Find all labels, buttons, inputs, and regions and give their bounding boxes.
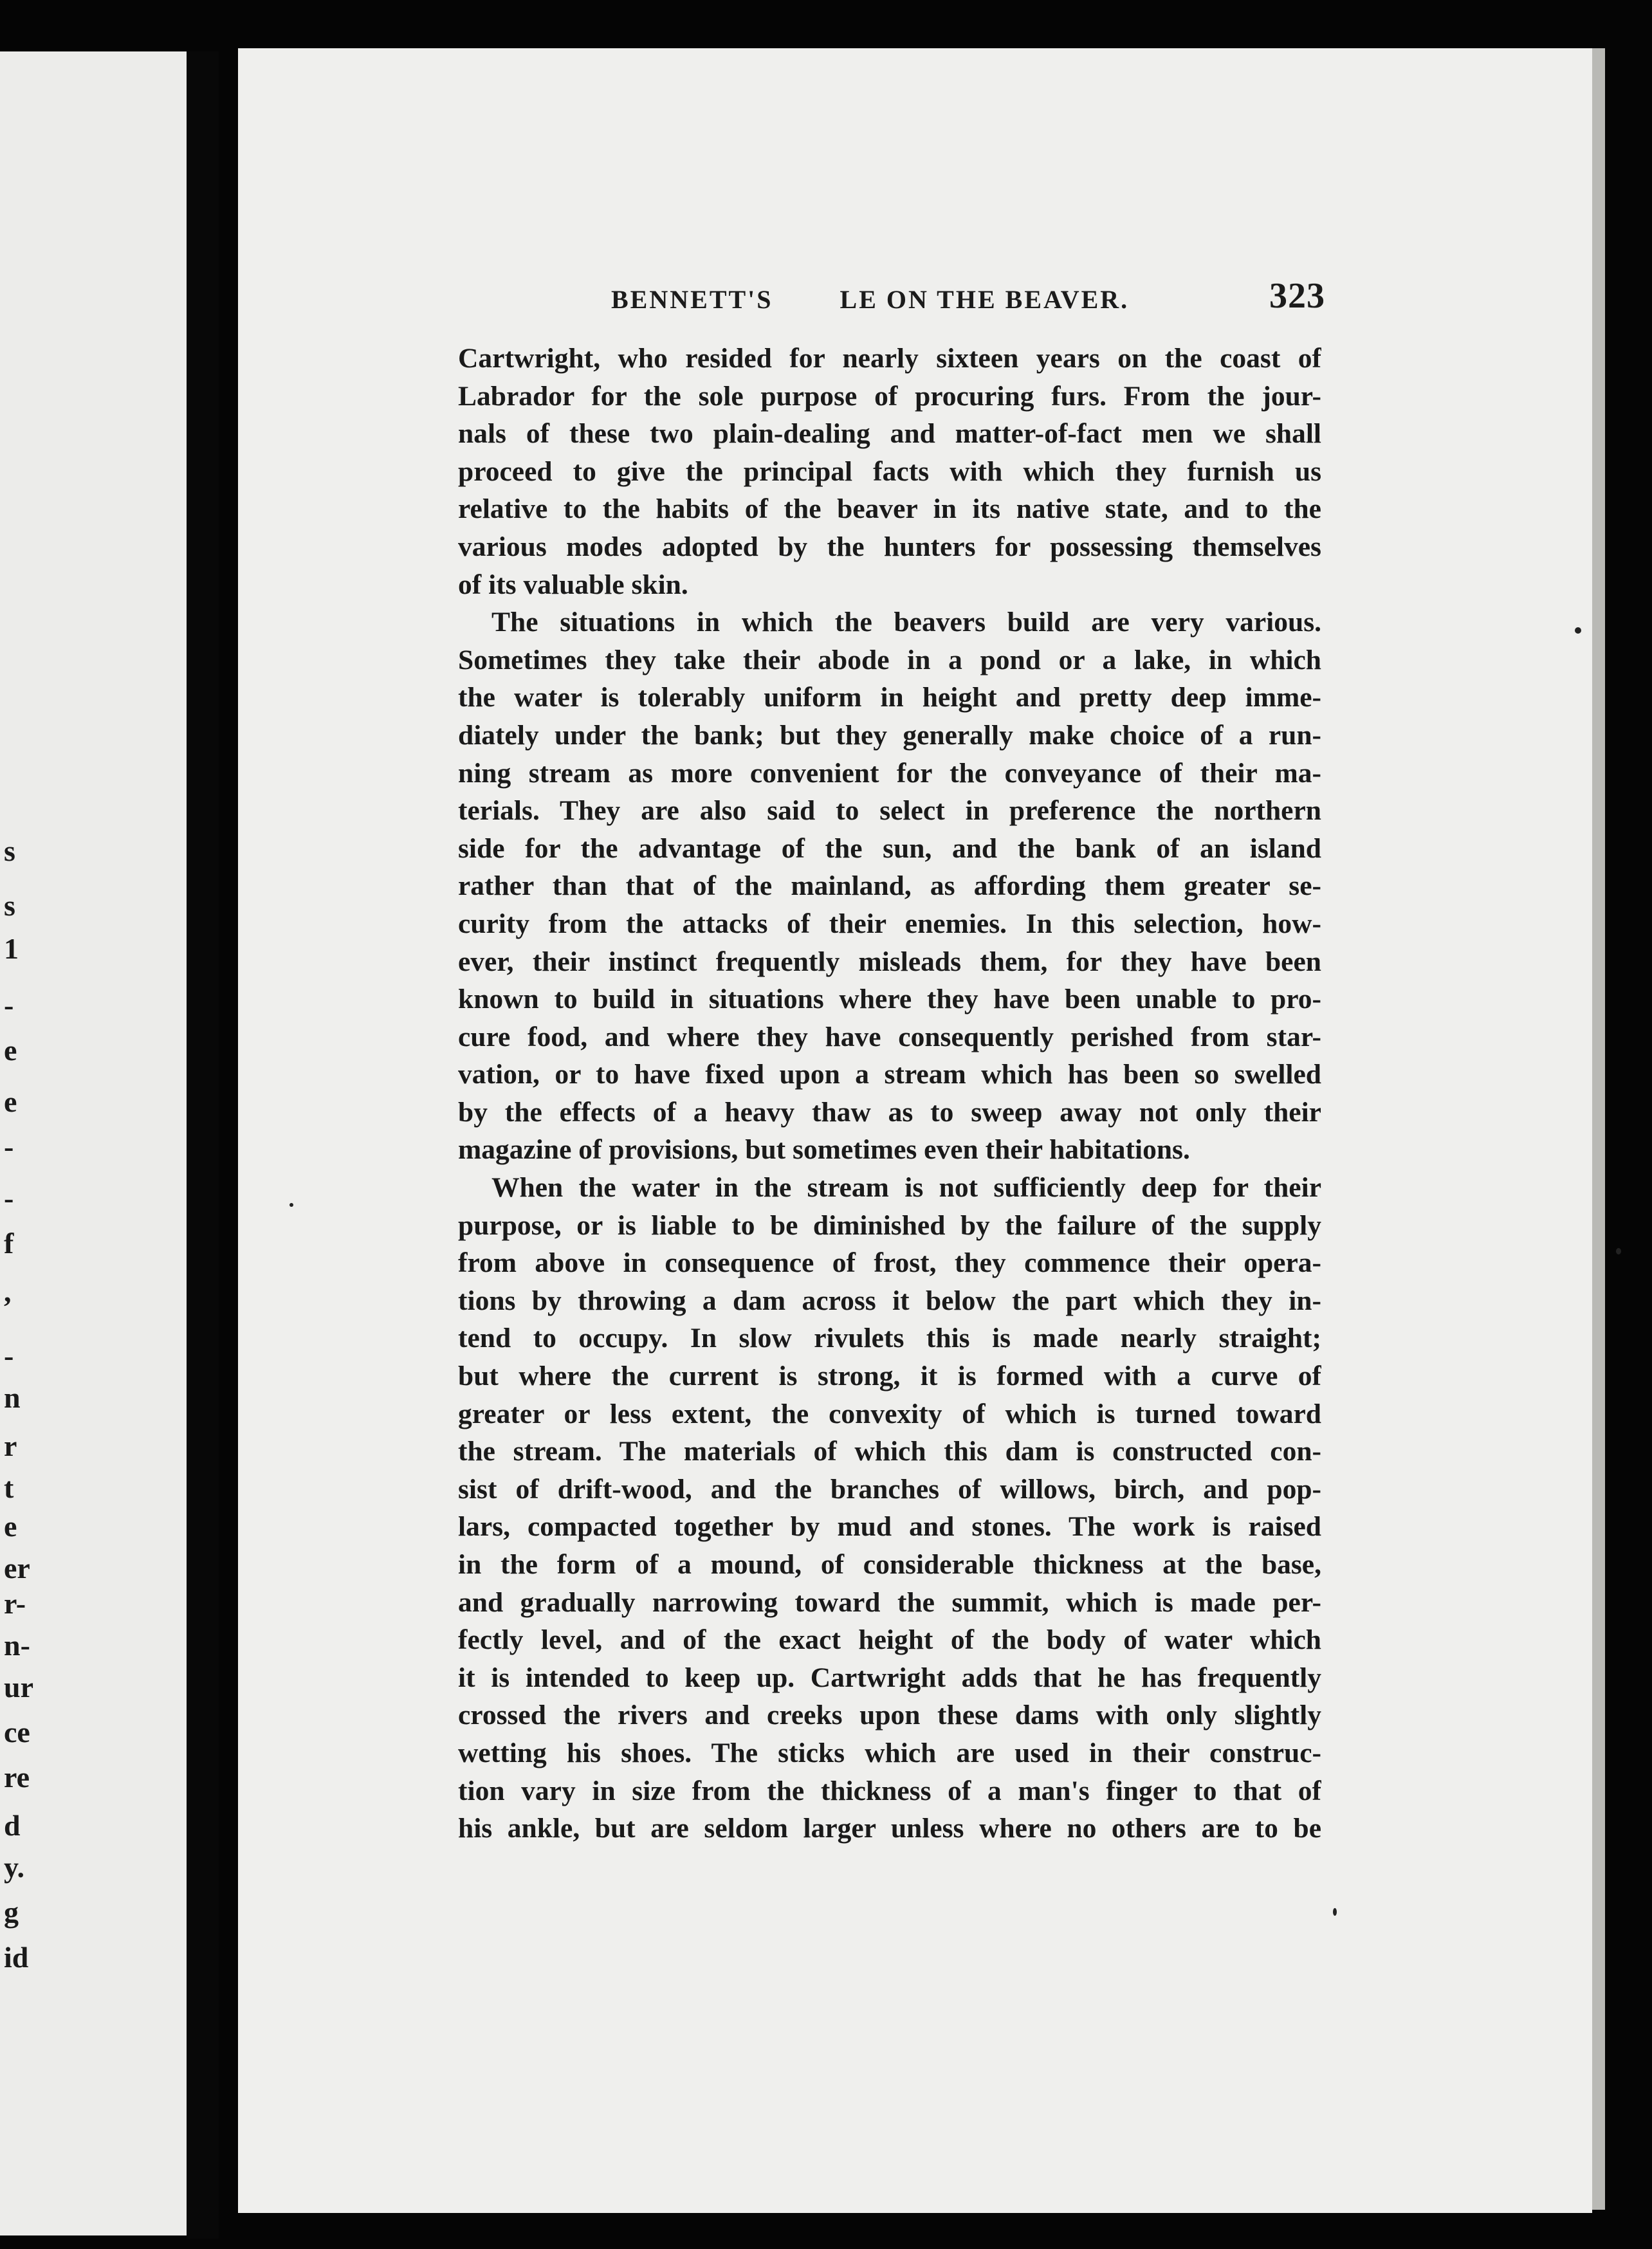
text-line: sist of drift-wood, and the branches of willows, birch, and pop- <box>458 1473 1321 1505</box>
previous-page-fragment: t <box>4 1471 14 1504</box>
text-line: it is intended to keep up. Cartwright adds that he has frequently <box>458 1662 1321 1693</box>
text-line: wetting his shoes. The sticks which are used in their construc- <box>458 1737 1321 1768</box>
previous-page-fragment: s <box>4 889 15 922</box>
previous-page-fragment: - <box>4 1182 14 1215</box>
text-line: curity from the attacks of their enemies. In this selection, how- <box>458 908 1321 939</box>
text-line: Sometimes they take their abode in a pond or a lake, in which <box>458 644 1321 675</box>
text-line: crossed the rivers and creeks upon these dams with only slightly <box>458 1700 1321 1731</box>
text-line: vation, or to have fixed upon a stream which has been so swelled <box>458 1059 1321 1090</box>
text-line: in the form of a mound, of considerable thickness at the base, <box>458 1549 1321 1580</box>
running-header <box>367 275 1325 320</box>
previous-page-fragment: d <box>4 1809 21 1842</box>
previous-page-fragment: , <box>4 1275 12 1308</box>
page-edge <box>1592 48 1605 2210</box>
text-line: his ankle, but are seldom larger unless where no others are to be <box>458 1813 1321 1844</box>
text-line: but where the current is strong, it is formed with a curve of <box>458 1361 1321 1392</box>
paragraph <box>458 603 1321 1169</box>
text-line: magazine of provisions, but sometimes even their habitations. <box>458 1134 1190 1166</box>
previous-page-fragment: r <box>4 1429 17 1462</box>
text-line: rather than that of the mainland, as affording them greater se- <box>458 870 1321 902</box>
text-line: relative to the habits of the beaver in its native state, and to the <box>458 493 1321 525</box>
text-line: by the effects of a heavy thaw as to sweep away not only their <box>458 1096 1321 1128</box>
previous-page-fragment: ur <box>4 1671 33 1703</box>
previous-page-text-fragments <box>0 51 39 2235</box>
previous-page-fragment: - <box>4 989 14 1022</box>
text-line: fectly level, and of the exact height of the body of water which <box>458 1624 1321 1656</box>
text-line: from above in consequence of frost, they commence their opera- <box>458 1247 1321 1279</box>
paragraph <box>458 340 1321 603</box>
previous-page-fragment: f <box>4 1227 14 1260</box>
text-line: side for the advantage of the sun, and the bank of an island <box>458 832 1321 864</box>
text-line: known to build in situations where they have been unable to pro- <box>458 984 1321 1015</box>
previous-page-strip <box>0 51 190 2235</box>
text-line: Labrador for the sole purpose of procuring furs. From the jour- <box>458 380 1321 412</box>
text-line: various modes adopted by the hunters for possessing themselves <box>458 531 1321 562</box>
previous-page-fragment: e <box>4 1510 17 1543</box>
previous-page-fragment: n- <box>4 1629 30 1662</box>
text-line: of its valuable skin. <box>458 569 688 600</box>
text-line: nals of these two plain-dealing and matter-of-fact men we shall <box>458 418 1321 450</box>
previous-page-fragment: n <box>4 1381 21 1414</box>
text-line: greater or less extent, the convexity of which is turned toward <box>458 1398 1321 1429</box>
scan-speck <box>289 1203 293 1207</box>
previous-page-fragment: r- <box>4 1587 26 1620</box>
text-line: ever, their instinct frequently misleads them, for they have been <box>458 946 1321 977</box>
page-body <box>458 340 1321 1848</box>
book-gutter <box>187 51 219 2239</box>
text-line: proceed to give the principal facts with which they furnish us <box>458 455 1321 487</box>
text-line: ning stream as more convenient for the conveyance of their ma- <box>458 757 1321 789</box>
previous-page-fragment: e <box>4 1034 17 1067</box>
previous-page-fragment: 1 <box>4 932 19 965</box>
previous-page-fragment: ce <box>4 1716 30 1749</box>
previous-page-fragment: re <box>4 1761 30 1794</box>
text-line: Cartwright, who resided for nearly sixteen years on the coast of <box>458 343 1321 374</box>
text-line: tions by throwing a dam across it below the part which they in- <box>458 1285 1321 1316</box>
scan-speck <box>1333 1908 1337 1916</box>
text-line: diately under the bank; but they generally make choice of a run- <box>458 719 1321 751</box>
previous-page-fragment: g <box>4 1896 19 1929</box>
text-line: cure food, and where they have consequently perished from star- <box>458 1021 1321 1052</box>
page-number: 323 <box>1269 276 1325 316</box>
previous-page-fragment: y. <box>4 1851 24 1884</box>
scan-speck <box>1575 627 1581 634</box>
paragraph <box>458 1169 1321 1848</box>
text-line: the water is tolerably uniform in height and pretty deep imme- <box>458 682 1321 713</box>
text-line: When the water in the stream is not sufficiently deep for their <box>491 1172 1321 1204</box>
running-title: BENNETT'S LE ON THE BEAVER. <box>611 285 1130 314</box>
previous-page-fragment: er <box>4 1552 30 1584</box>
text-line: purpose, or is liable to be diminished by the failure of the supply <box>458 1209 1321 1241</box>
text-line: tion vary in size from the thickness of a man's finger to that of <box>458 1775 1321 1806</box>
previous-page-fragment: id <box>4 1941 29 1974</box>
previous-page-fragment: s <box>4 834 15 867</box>
previous-page-fragment: - <box>4 1130 14 1163</box>
previous-page-fragment: - <box>4 1339 14 1372</box>
text-line: terials. They are also said to select in preference the northern <box>458 795 1321 827</box>
scan-speck <box>1616 1248 1621 1254</box>
text-line: and gradually narrowing toward the summit, which is made per- <box>458 1586 1321 1618</box>
previous-page-fragment: e <box>4 1085 17 1118</box>
text-line: lars, compacted together by mud and stones. The work is raised <box>458 1511 1321 1543</box>
text-line: the stream. The materials of which this dam is constructed con- <box>458 1436 1321 1467</box>
text-line: The situations in which the beavers build are very various. <box>491 607 1321 638</box>
text-line: tend to occupy. In slow rivulets this is made nearly straight; <box>458 1323 1321 1354</box>
